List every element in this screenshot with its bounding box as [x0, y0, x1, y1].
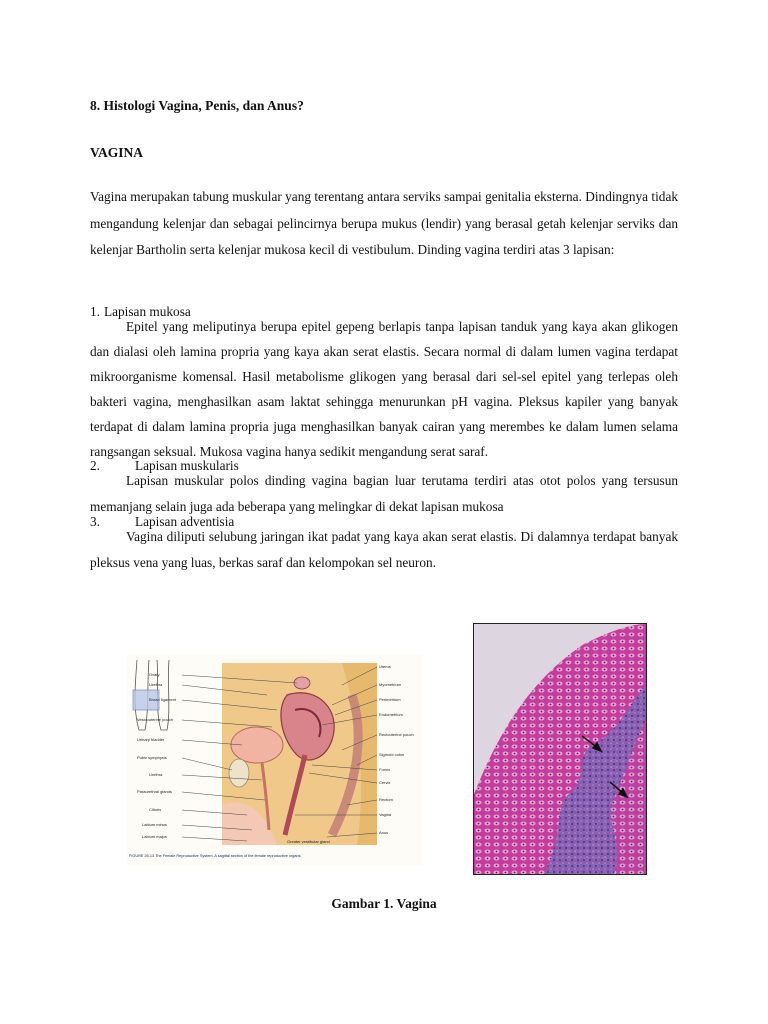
anat-label-right: Sigmoid colon: [379, 752, 405, 757]
figure-caption: Gambar 1. Vagina: [331, 896, 437, 911]
anat-label-right: Rectum: [379, 797, 393, 802]
anat-label-left: Urethra: [149, 682, 163, 687]
anat-label-left: Urinary bladder: [137, 737, 165, 742]
page-title: 8. Histologi Vagina, Penis, dan Anus?: [90, 98, 304, 113]
layer-2-title: Lapisan muskularis: [135, 458, 239, 473]
layer-2-number: 2.: [90, 458, 100, 473]
layer-1-title: Lapisan mukosa: [104, 304, 191, 319]
anat-label-right: Perimetrium: [379, 697, 401, 702]
vagina-histology-micrograph: [473, 623, 647, 875]
anat-label-right: Endometrium: [379, 712, 403, 717]
anat-label-right: Uterus: [379, 664, 391, 669]
anat-label-right: Myometrium: [379, 682, 402, 687]
anat-label-right: Anus: [379, 830, 389, 835]
histology-image: [474, 624, 646, 874]
anat-label-right: Vagina: [379, 812, 392, 817]
section-heading: VAGINA: [90, 145, 144, 160]
anat-label-right: Cervix: [379, 780, 391, 785]
anatomy-figure-caption: FIGURE 26-13 The Female Reproductive System. A sagittal section of the female reproductive organs.: [129, 854, 302, 858]
layer-3-text: Vagina diliputi selubung jaringan ikat padat yang kaya akan serat elastis. Di dalamnya terdapat banyak pleksus vena yang luas, berkas saraf dan kelompokan sel neuron.: [90, 529, 678, 570]
anat-label-left: Pubic symphysis: [137, 755, 167, 760]
anat-label-left: Paraurethral glands: [137, 789, 172, 794]
anat-label-left: Labium majus: [142, 834, 167, 839]
anat-label-left: Labium minus: [142, 822, 167, 827]
anat-label-right: Fornix: [379, 767, 391, 772]
anatomy-illustration: [127, 655, 422, 865]
intro-paragraph: Vagina merupakan tabung muskular yang terentang antara serviks sampai genitalia eksterna. Dindingnya tidak mengandung kelenjar dan sebagai pelincirnya berupa mukus (lendir) yang berasal getah kelenjar serviks dan kelenjar Bartholin serta kelenjar mukosa kecil di vestibulum. Dinding vagina terdiri atas 3 lapisan:: [90, 189, 678, 257]
anat-label-left: Urethra: [149, 772, 163, 777]
anat-label-right: Rectouterine pouch: [379, 732, 414, 737]
layer-3-title: Lapisan adventisia: [135, 514, 235, 529]
anat-label-left: Ovary: [149, 672, 160, 677]
female-reproductive-anatomy-figure: [127, 655, 422, 865]
layer-1-text: Epitel yang meliputinya berupa epitel gepeng berlapis tanpa lapisan tanduk yang kaya akan glikogen dan dialasi oleh lamina propria yang kaya akan serat elastis. Secara normal di dalam lumen vagina terdapat mikroorganisme komensal. Hasil metabolisme glikogen yang berasal dari sel-sel epitel yang terlepas oleh bakteri vagina, menghasilkan asam laktat sehingga menurunkan pH vagina. Pleksus kapiler yang banyak terdapat di dalam lamina propria juga menghasilkan banyak cairan yang merembes ke dalam lumen selama rangsangan seksual. Mukosa vagina hanya sedikit mengandung serat saraf.: [90, 319, 678, 459]
anat-label-left: Broad ligament: [149, 697, 176, 702]
layer-2-text: Lapisan muskular polos dinding vagina bagian luar terutama terdiri atas otot polos yang tersusun memanjang selain juga ada beberapa yang melingkar di dekat lapisan mukosa: [90, 473, 678, 514]
anat-label-left: Vesicouterine pouch: [137, 717, 174, 722]
anat-label-left: Clitoris: [149, 807, 162, 812]
layer-1-number: 1.: [90, 304, 100, 319]
layer-3-number: 3.: [90, 514, 100, 529]
anat-label-bottom: Greater vestibular gland: [287, 839, 330, 844]
